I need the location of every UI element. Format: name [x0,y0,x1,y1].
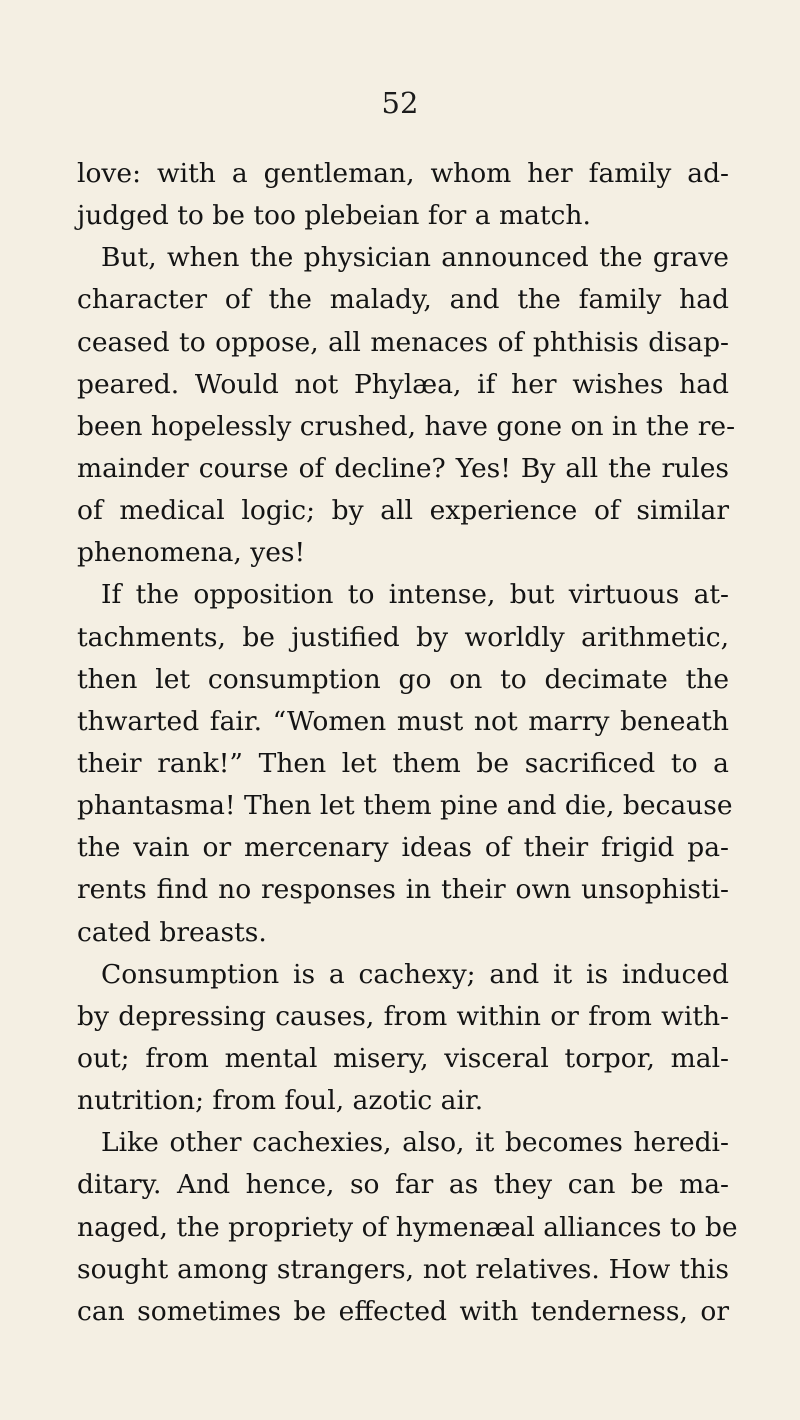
text-line: ceased to oppose, all menaces of phthisis disap- [77,326,729,358]
text-line: Consumption is a cachexy; and it is induced [101,958,729,990]
text-line: can sometimes be effected with tenderness, or [77,1295,729,1327]
text-line: been hopelessly crushed, have gone on in the re- [77,410,736,442]
text-line: judged to be too plebeian for a match. [77,200,591,232]
body-text [77,153,738,1333]
text-line: tachments, be justified by worldly arithmetic, [77,621,729,653]
text-line: mainder course of decline? Yes! By all the rules [77,452,729,484]
text-line: Like other cachexies, also, it becomes heredi- [101,1127,729,1159]
page-number: 52 [381,86,419,120]
text-line: the vain or mercenary ideas of their frigid pa- [77,832,729,864]
text-line: cated breasts. [77,916,267,948]
text-line: then let consumption go on to decimate the [77,663,729,695]
text-line: their rank!” Then let them be sacrificed to a [77,747,729,779]
text-line: naged, the propriety of hymenæal alliances to be [77,1211,738,1243]
text-line: But, when the physician announced the grave [101,242,729,274]
text-line: peared. Would not Phylæa, if her wishes had [77,368,729,400]
text-line: thwarted fair. “Women must not marry beneath [77,705,729,737]
text-line: of medical logic; by all experience of similar [77,495,729,527]
text-line: character of the malady, and the family had [77,284,729,316]
text-line: sought among strangers, not relatives. How this [77,1253,729,1285]
text-line: If the opposition to intense, but virtuous at- [101,579,729,611]
text-line: out; from mental misery, visceral torpor, mal- [77,1042,729,1074]
text-line: love: with a gentleman, whom her family ad- [77,158,729,189]
text-line: phantasma! Then let them pine and die, because [77,790,733,822]
text-line: rents find no responses in their own unsophisti- [77,874,729,906]
text-line: nutrition; from foul, azotic air. [77,1085,484,1117]
text-line: phenomena, yes! [77,537,306,569]
text-line: ditary. And hence, so far as they can be ma- [77,1169,729,1201]
text-line: by depressing causes, from within or from with- [77,1000,729,1032]
